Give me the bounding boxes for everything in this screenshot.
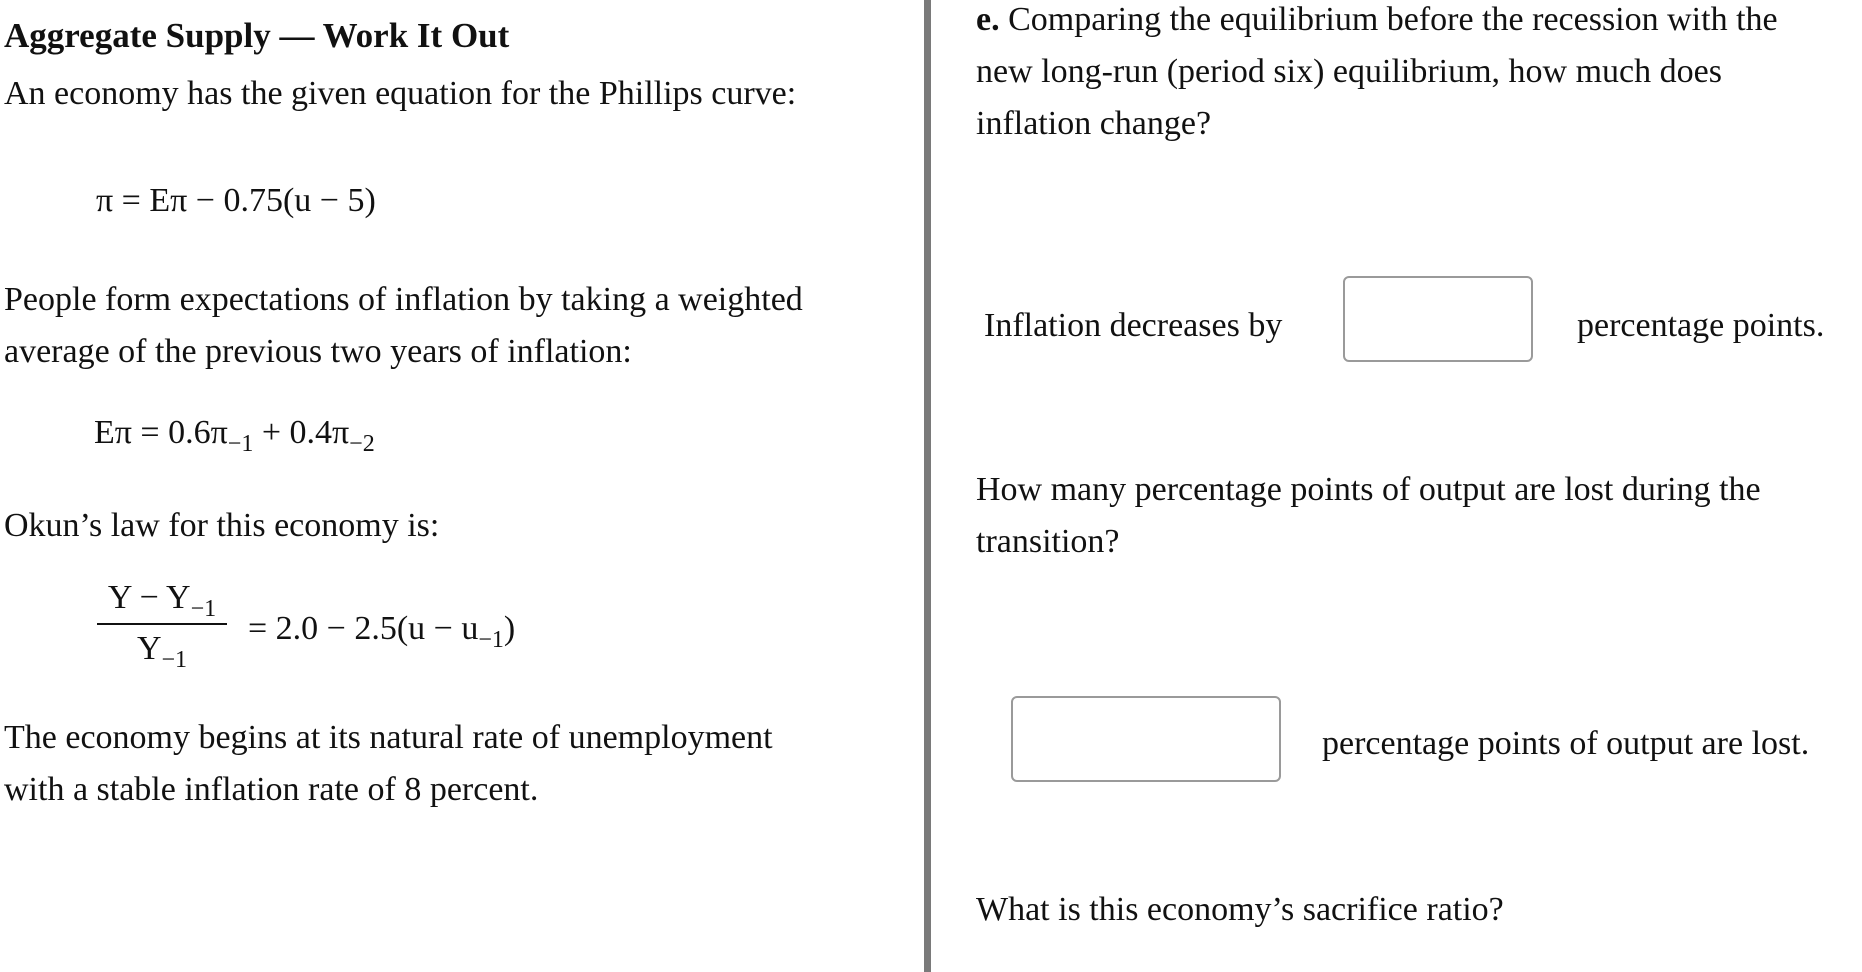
okun-intro-text: Okun’s law for this economy is: <box>4 507 440 544</box>
question-e-line-2: new long-run (period six) equilibrium, how much does <box>976 53 1722 90</box>
expectations-subscript-1: −1 <box>227 431 254 457</box>
fraction-bar <box>97 623 227 625</box>
expectations-text-line-2: average of the previous two years of inflation: <box>4 333 632 370</box>
output-suffix-label: percentage points of output are lost. <box>1322 725 1810 762</box>
part-label: e. <box>976 1 1000 38</box>
expectations-text-line-1: People form expectations of inflation by taking a weighted <box>4 281 803 318</box>
expectations-equation-lhs: Eπ = 0.6π <box>94 414 228 451</box>
sacrifice-ratio-question: What is this economy’s sacrifice ratio? <box>976 891 1504 928</box>
inflation-suffix-label: percentage points. <box>1577 307 1825 344</box>
okun-numerator: $Y - Y_{-1}$ <box>107 579 217 622</box>
output-question-line-2: transition? <box>976 523 1120 560</box>
question-e-line-1-text: Comparing the equilibrium before the recession with the <box>1008 1 1778 38</box>
expectations-subscript-2: −2 <box>349 431 375 457</box>
question-e-line-3: inflation change? <box>976 105 1212 142</box>
okun-fraction <box>97 578 227 672</box>
expectations-equation <box>94 414 375 457</box>
begin-text-line-2: with a stable inflation rate of 8 percent. <box>4 771 539 808</box>
inflation-prefix-label: Inflation decreases by <box>984 307 1283 344</box>
output-answer-input[interactable] <box>1013 698 1279 780</box>
phillips-equation: π = Eπ − 0.75(u − 5) <box>96 182 376 219</box>
output-answer-box[interactable] <box>1011 696 1281 782</box>
okun-rhs: = $2.0 - 2.5(u - u_{-1})$ <box>248 610 516 653</box>
expectations-equation-mid: + 0.4π <box>253 414 350 451</box>
inflation-answer-input[interactable] <box>1345 278 1531 360</box>
inflation-answer-box[interactable] <box>1343 276 1533 362</box>
output-question-line-1: How many percentage points of output are lost during the <box>976 471 1761 508</box>
begin-text-line-1: The economy begins at its natural rate of unemployment <box>4 719 773 756</box>
okun-denominator: $Y_{-1}$ <box>136 630 188 673</box>
phillips-intro-text: An economy has the given equation for the Phillips curve: <box>4 75 797 112</box>
page-title: Aggregate Supply — Work It Out <box>4 16 510 55</box>
panel-divider <box>924 0 931 972</box>
question-e-line-1 <box>976 0 1778 46</box>
